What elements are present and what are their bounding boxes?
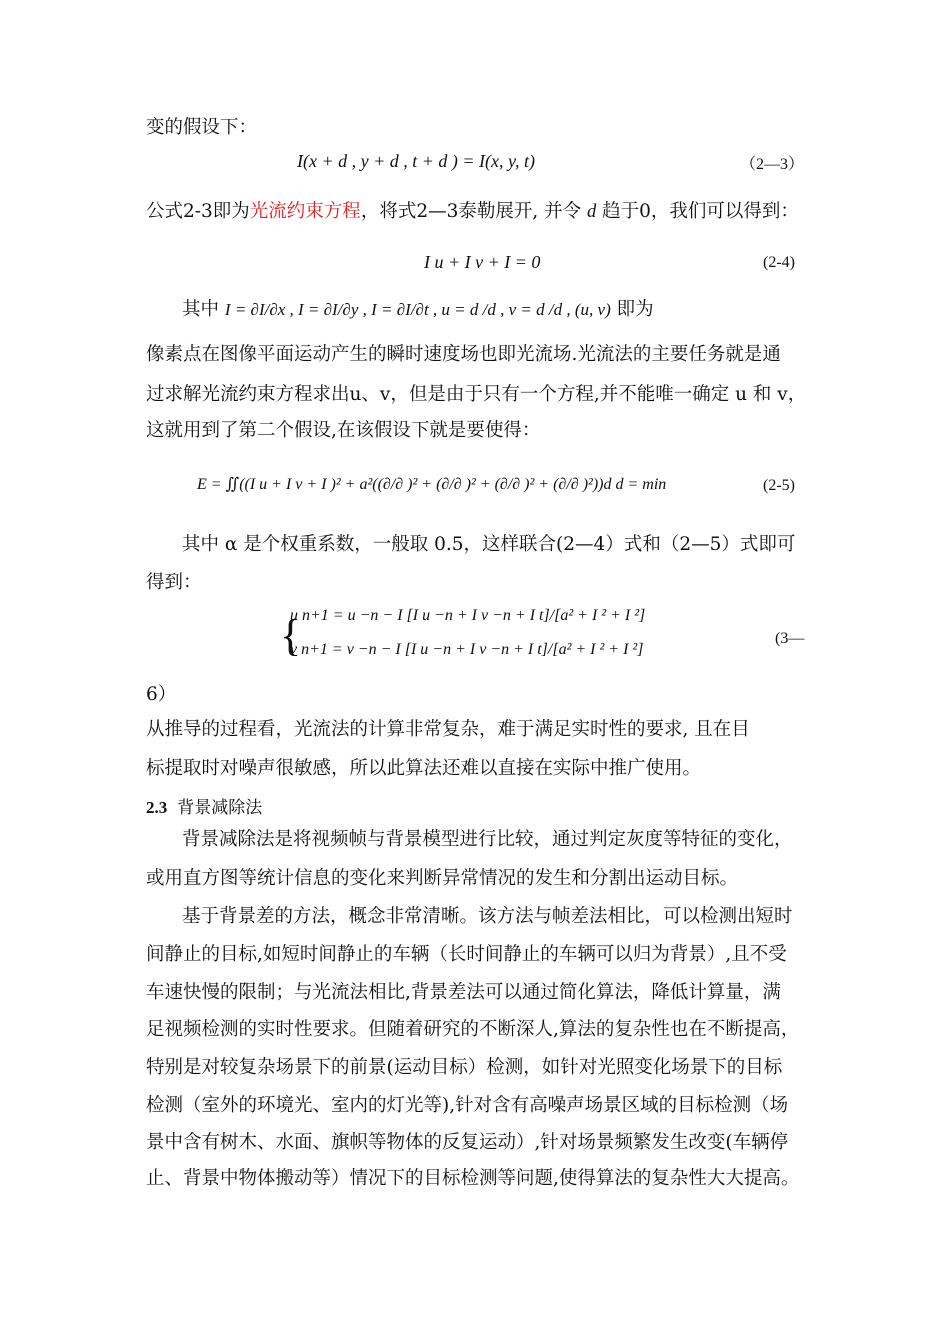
text-line: 止、背景中物体搬动等）情况下的目标检测等问题,使得算法的复杂性大大提高。 [146,1168,800,1189]
text-line: 间静止的目标,如短时间静止的车辆（长时间静止的车辆可以归为背景）,且不受 [146,944,787,965]
text-segment: 即为 [616,299,654,320]
equation-3-6-u: u n+1 = u −n − I [I u −n + I v −n + I t]/[a² + I ² + I ²] [290,607,646,624]
equation-2-4: I u + I v + I = 0 [424,252,541,272]
text-line: 过求解光流约束方程求出u、v，但是由于只有一个方程,并不能唯一确定 u 和 v， [146,384,807,405]
text-segment: 趋于0，我们可以得到： [602,201,799,222]
equation-3-6-v: v n+1 = v −n − I [I u −n + I v −n + I t]/[a² + I ² + I ²] [290,641,644,658]
text-line: 基于背景差的方法，概念非常清晰。该方法与帧差法相比，可以检测出短时 [182,906,793,927]
text-line: 6） [146,684,177,705]
text-line: 足视频检测的实时性要求。但随着研究的不断深人,算法的复杂性也在不断提高， [146,1019,800,1040]
equation-number: (3— [775,630,805,647]
left-brace: { [280,611,302,660]
equation-number: （2—3） [740,156,805,173]
text-line [182,297,654,323]
equation-number: (2-4) [763,254,795,271]
text-line: 这就用到了第二个假设,在该假设下就是要使得： [146,420,541,441]
text-line: 得到： [146,572,202,593]
section-title: 背景减除法 [177,798,263,818]
text-line: 景中含有树木、水面、旗帜等物体的反复运动）,针对场景频繁发生改变(车辆停 [146,1132,789,1153]
text-segment: ，将式2—3泰勒展开, 并令 [360,201,582,222]
text-line: 变的假设下： [146,117,258,138]
section-number: 2.3 [146,798,168,817]
text-line: 标提取时对噪声很敏感，所以此算法还难以直接在实际中推广使用。 [146,758,702,779]
text-line: 车速快慢的限制；与光流法相比,背景差法可以通过简化算法，降低计算量，满 [146,982,781,1003]
text-line: 从推导的过程看，光流法的计算非常复杂，难于满足实时性的要求, 且在目 [146,719,750,740]
text-segment: 公式2-3即为 [146,201,250,222]
section-heading [146,793,262,818]
text-segment: 其中 [182,299,220,320]
inline-math: I = ∂I/∂x , I = ∂I/∂y , I = ∂I/∂t , u = d /d , v = d /d , (u, v) [224,300,611,319]
text-line: 特别是对较复杂场景下的前景(运动目标）检测，如针对光照变化场景下的目标 [146,1057,783,1078]
equation-number: (2-5) [763,477,795,494]
equation-2-5: E = ∬((I u + I v + I )² + a²((∂/∂ )² + (∂/∂ )² + (∂/∂ )² + (∂/∂ )²))d d = min [197,476,667,493]
text-line: 像素点在图像平面运动产生的瞬时速度场也即光流场.光流法的主要任务就是通 [146,344,781,365]
text-line: 其中 α 是个权重系数，一般取 0.5，这样联合(2—4）式和（2—5）式即可 [182,534,796,555]
text-line: 或用直方图等统计信息的变化来判断异常情况的发生和分割出运动目标。 [146,868,739,889]
text-line: 检测（室外的环境光、室内的灯光等),针对含有高噪声场景区域的目标检测（场 [146,1095,789,1116]
equation-2-3: I(x + d , y + d , t + d ) = I(x, y, t) [297,151,536,171]
text-line [146,199,799,225]
highlighted-term: 光流约束方程 [249,201,361,222]
text-line: 背景减除法是将视频帧与背景模型进行比较，通过判定灰度等特征的变化， [182,829,793,850]
inline-math: d [587,202,597,222]
